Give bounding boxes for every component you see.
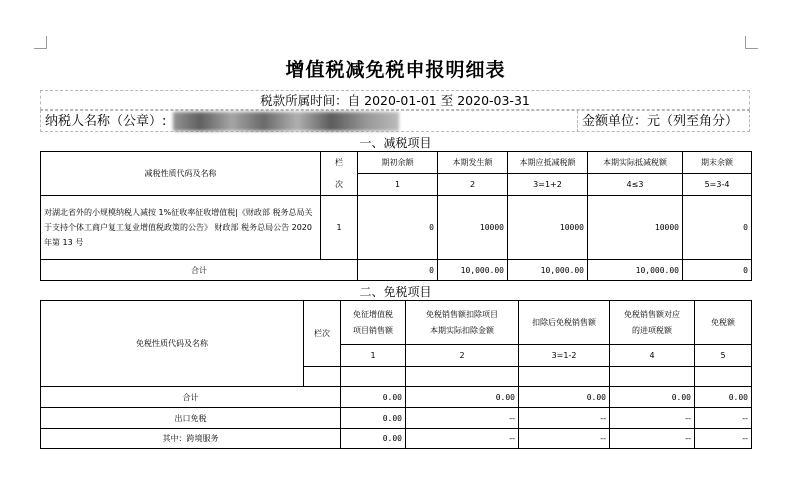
redacted-taxpayer-name — [173, 112, 399, 131]
exempt-formula-col-4: 4 — [610, 345, 695, 367]
header-closing-balance: 期末余额 — [683, 152, 752, 174]
exemption-total-label: 合计 — [41, 387, 341, 408]
export-exemption-label: 出口免税 — [41, 408, 341, 429]
formula-col-5: 5=3-4 — [683, 174, 752, 196]
reduction-closing-value: 0 — [683, 196, 752, 260]
exempt-formula-col-2: 2 — [406, 345, 519, 367]
taxpayer-name-label: 纳税人名称（公章）: — [45, 114, 167, 129]
header-input-tax-line1: 免税销售额对应 — [624, 309, 680, 319]
header-exempt-sales-line1: 免征增值税 — [353, 309, 393, 319]
tax-period: 税款所属时间：自 2020-01-01 至 2020-03-31 — [40, 90, 750, 110]
reduction-total-current: 10,000.00 — [438, 260, 508, 281]
header-input-tax — [610, 301, 695, 345]
header-exempt-sales-line2: 项目销售额 — [353, 325, 393, 335]
header-after-deduction: 扣除后免税销售额 — [519, 301, 610, 345]
blank-cell — [695, 367, 752, 387]
reduction-current-value: 10000 — [438, 196, 508, 260]
export-exemption-sales: 0.00 — [341, 408, 406, 429]
reduction-total-closing: 0 — [683, 260, 752, 281]
reduction-deductible-value: 10000 — [508, 196, 588, 260]
header-sales-deduction — [406, 301, 519, 345]
formula-col-2: 2 — [438, 174, 508, 196]
reduction-total-label: 合计 — [41, 260, 358, 281]
page-corner-mark-right — [745, 36, 758, 49]
header-sales-deduction-line2: 本期实际扣除金额 — [430, 325, 494, 335]
exempt-formula-col-1: 1 — [341, 345, 406, 367]
blank-cell — [406, 367, 519, 387]
header-current-amount: 本期发生额 — [438, 152, 508, 174]
header-line-no-top: 栏 — [321, 152, 358, 174]
cross-border-exempt: -- — [695, 429, 752, 449]
reduction-total-opening: 0 — [358, 260, 438, 281]
export-exemption-deduction: -- — [406, 408, 519, 429]
cross-border-after: -- — [519, 429, 610, 449]
section-tax-exemption-title: 二、免税项目 — [359, 285, 432, 299]
blank-cell — [341, 367, 406, 387]
reduction-item-name: 对湖北省外的小规模纳税人减按 1%征收率征收增值税|《财政部 税务总局关于支持个体工商户复工复业增值税政策的公告》 财政部 税务总局公告 2020 年第 13 号 — [41, 196, 321, 260]
header-sales-deduction-line1: 免税销售额扣除项目 — [426, 309, 498, 319]
header-exempt-sales — [341, 301, 406, 345]
cross-border-service-label: 其中：跨境服务 — [41, 429, 341, 449]
blank-cell — [610, 367, 695, 387]
header-exemption-line-no: 栏次 — [304, 301, 341, 367]
header-exempt-amount: 免税额 — [695, 301, 752, 345]
header-deductible-tax: 本期应抵减税额 — [508, 152, 588, 174]
cross-border-input-tax: -- — [610, 429, 695, 449]
export-exemption-exempt: -- — [695, 408, 752, 429]
export-exemption-input-tax: -- — [610, 408, 695, 429]
document-title: 增值税减免税申报明细表 — [285, 59, 506, 81]
cross-border-sales: 0.00 — [341, 429, 406, 449]
blank-cell — [519, 367, 610, 387]
header-input-tax-line2: 的进项税额 — [632, 325, 672, 335]
exemption-total-exempt: 0.00 — [695, 387, 752, 408]
exemption-total-deduction: 0.00 — [406, 387, 519, 408]
amount-unit: 金额单位：元（列至角分） — [577, 111, 750, 132]
formula-col-4: 4≤3 — [588, 174, 683, 196]
reduction-opening-value: 0 — [358, 196, 438, 260]
tax-reduction-table — [40, 151, 752, 281]
exempt-formula-col-5: 5 — [695, 345, 752, 367]
header-opening-balance: 期初余额 — [358, 152, 438, 174]
reduction-item-line: 1 — [321, 196, 358, 260]
reduction-total-actual: 10,000.00 — [588, 260, 683, 281]
header-exemption-code-name: 免税性质代码及名称 — [41, 301, 304, 387]
formula-col-3: 3=1+2 — [508, 174, 588, 196]
exemption-total-after: 0.00 — [519, 387, 610, 408]
taxpayer-row — [40, 110, 750, 132]
page-corner-mark-left — [34, 36, 47, 49]
reduction-total-deductible: 10,000.00 — [508, 260, 588, 281]
formula-col-1: 1 — [358, 174, 438, 196]
exemption-total-sales: 0.00 — [341, 387, 406, 408]
exempt-formula-col-3: 3=1-2 — [519, 345, 610, 367]
header-line-no-bottom: 次 — [321, 174, 358, 196]
reduction-actual-value: 10000 — [588, 196, 683, 260]
tax-exemption-table — [40, 300, 752, 449]
header-actual-deduction: 本期实际抵减税额 — [588, 152, 683, 174]
header-reduction-code-name: 减税性质代码及名称 — [41, 152, 321, 196]
section-tax-reduction-title: 一、减税项目 — [359, 136, 432, 150]
export-exemption-after: -- — [519, 408, 610, 429]
exemption-total-input-tax: 0.00 — [610, 387, 695, 408]
cross-border-deduction: -- — [406, 429, 519, 449]
blank-cell — [304, 367, 341, 387]
